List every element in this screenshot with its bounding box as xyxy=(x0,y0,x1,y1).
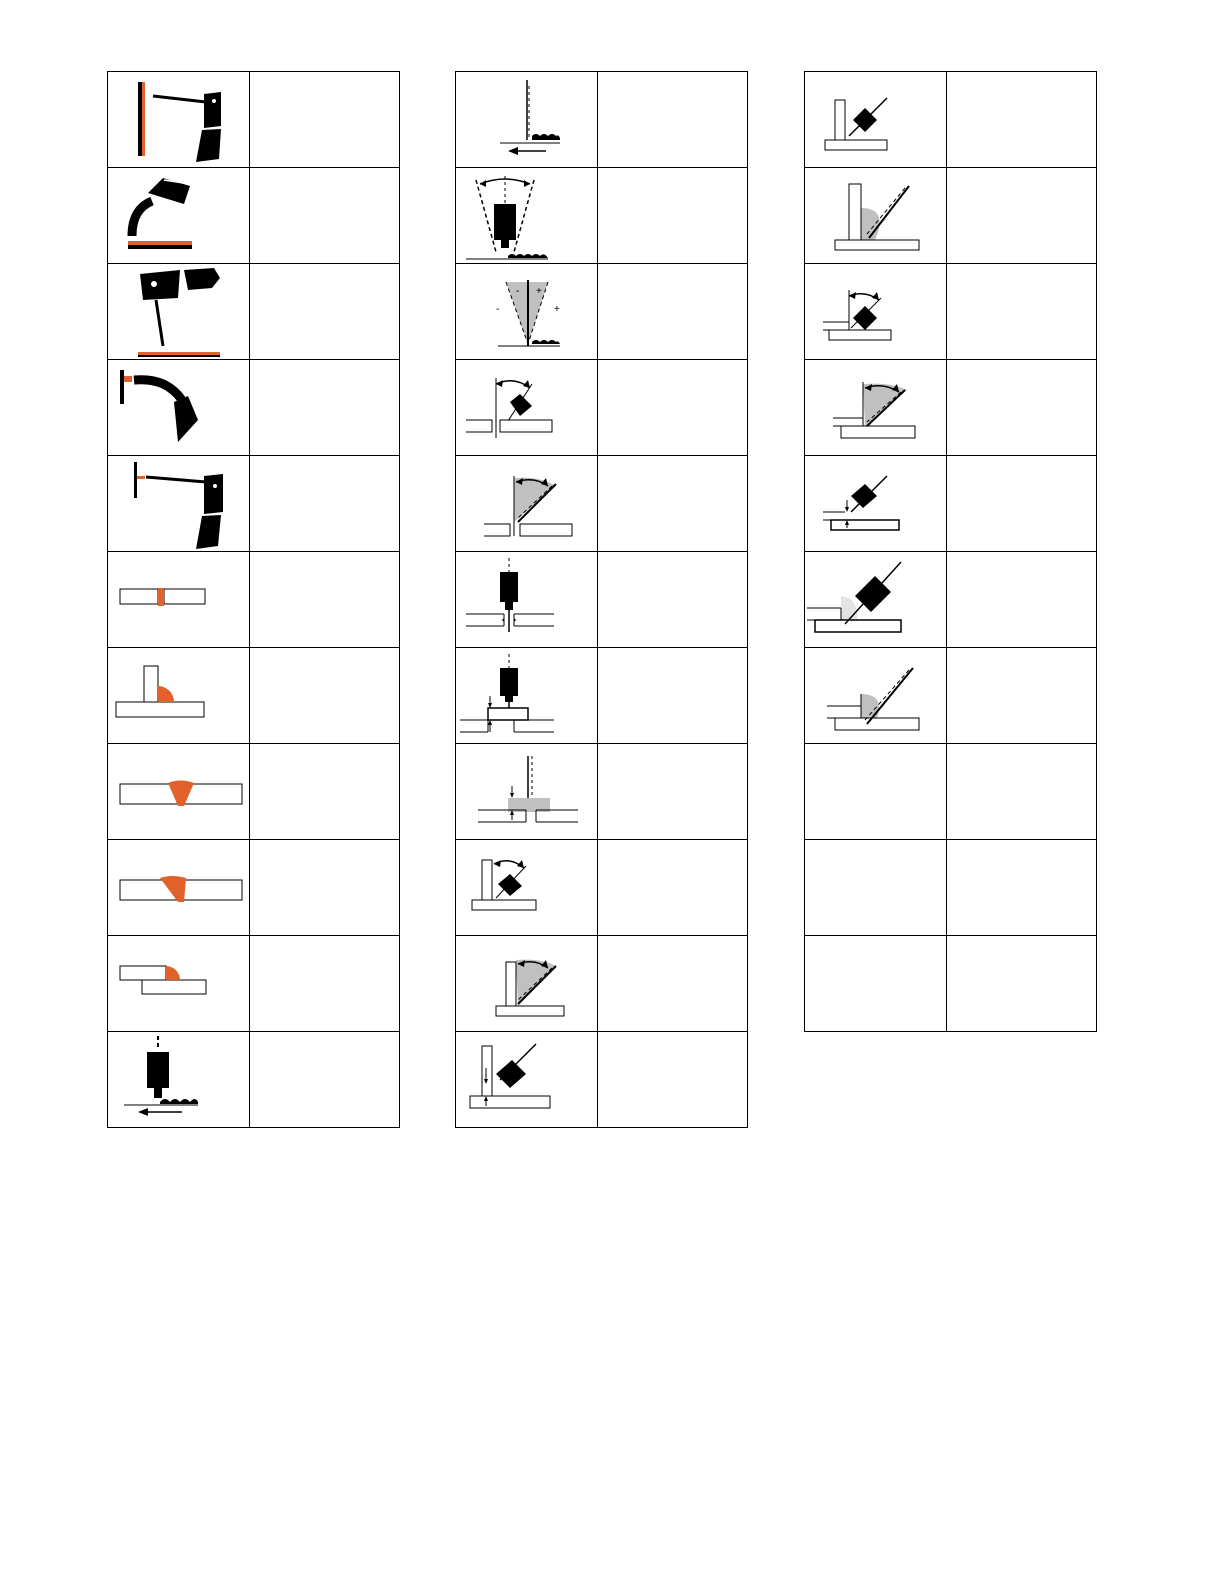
vertical-position-torch-icon xyxy=(108,360,249,455)
wire-stickout-gap-icon xyxy=(456,744,597,839)
push-drag-angle-icon xyxy=(456,264,597,359)
work-angle-tee-joint-icon xyxy=(456,840,597,935)
edge-position-torch-icon xyxy=(108,456,249,551)
torch-aim-lap-joint-icon xyxy=(805,552,946,647)
table-row xyxy=(108,744,400,840)
table-row xyxy=(108,1032,400,1128)
table-row xyxy=(805,648,1097,744)
table-row xyxy=(456,648,748,744)
stickout-lap-joint-icon xyxy=(805,456,946,551)
svg-text:+: + xyxy=(554,304,560,315)
table-row xyxy=(456,1032,748,1128)
symbol-table-column-2 xyxy=(455,71,748,1128)
table-row xyxy=(805,168,1097,264)
push-travel-direction-icon xyxy=(108,1032,249,1127)
table-row xyxy=(456,744,748,840)
table-row xyxy=(456,840,748,936)
table-row xyxy=(108,360,400,456)
table-row xyxy=(456,552,748,648)
svg-text:+: + xyxy=(536,286,542,297)
table-row xyxy=(456,72,748,168)
work-angle-range-tee-joint-icon xyxy=(456,936,597,1031)
overhead-position-torch-icon xyxy=(108,264,249,359)
wire-aim-tee-joint-range-icon xyxy=(805,168,946,263)
bevel-groove-weld-icon xyxy=(108,840,249,935)
table-row xyxy=(456,456,748,552)
table-row xyxy=(108,456,400,552)
table-row xyxy=(805,360,1097,456)
fillet-weld-tee-joint-icon xyxy=(108,648,249,743)
table-row xyxy=(805,840,1097,936)
drag-travel-direction-icon xyxy=(456,72,597,167)
table-row xyxy=(805,456,1097,552)
lap-joint-fillet-weld-icon xyxy=(108,936,249,1031)
work-angle-butt-joint-icon xyxy=(456,360,597,455)
table-row xyxy=(108,168,400,264)
table-row xyxy=(456,168,748,264)
table-row xyxy=(456,360,748,456)
symbol-table-column-1 xyxy=(107,71,400,1128)
work-angle-lap-joint-icon xyxy=(805,264,946,359)
symbol-table-column-3 xyxy=(804,71,1097,1032)
table-row xyxy=(108,552,400,648)
table-row xyxy=(456,936,748,1032)
root-opening-butt-joint-icon xyxy=(456,552,597,647)
flat-position-torch-icon xyxy=(108,72,249,167)
stickout-distance-butt-joint-icon xyxy=(456,648,597,743)
square-butt-weld-icon xyxy=(108,552,249,647)
table-row xyxy=(805,552,1097,648)
travel-angle-range-icon xyxy=(456,168,597,263)
table-row xyxy=(108,264,400,360)
horizontal-position-torch-icon xyxy=(108,168,249,263)
table-row xyxy=(805,264,1097,360)
table-row xyxy=(805,72,1097,168)
svg-text:-: - xyxy=(516,286,520,297)
table-row xyxy=(805,936,1097,1032)
v-groove-weld-icon xyxy=(108,744,249,839)
wire-aim-lap-joint-range-icon xyxy=(805,648,946,743)
table-row xyxy=(108,72,400,168)
table-row xyxy=(805,744,1097,840)
work-angle-range-butt-joint-icon xyxy=(456,456,597,551)
table-row xyxy=(108,648,400,744)
stickout-tee-joint-icon xyxy=(456,1032,597,1127)
work-angle-range-lap-joint-icon xyxy=(805,360,946,455)
torch-aim-tee-joint-icon xyxy=(805,72,946,167)
svg-text:-: - xyxy=(496,304,500,315)
table-row xyxy=(456,264,748,360)
table-row xyxy=(108,936,400,1032)
table-row xyxy=(108,840,400,936)
